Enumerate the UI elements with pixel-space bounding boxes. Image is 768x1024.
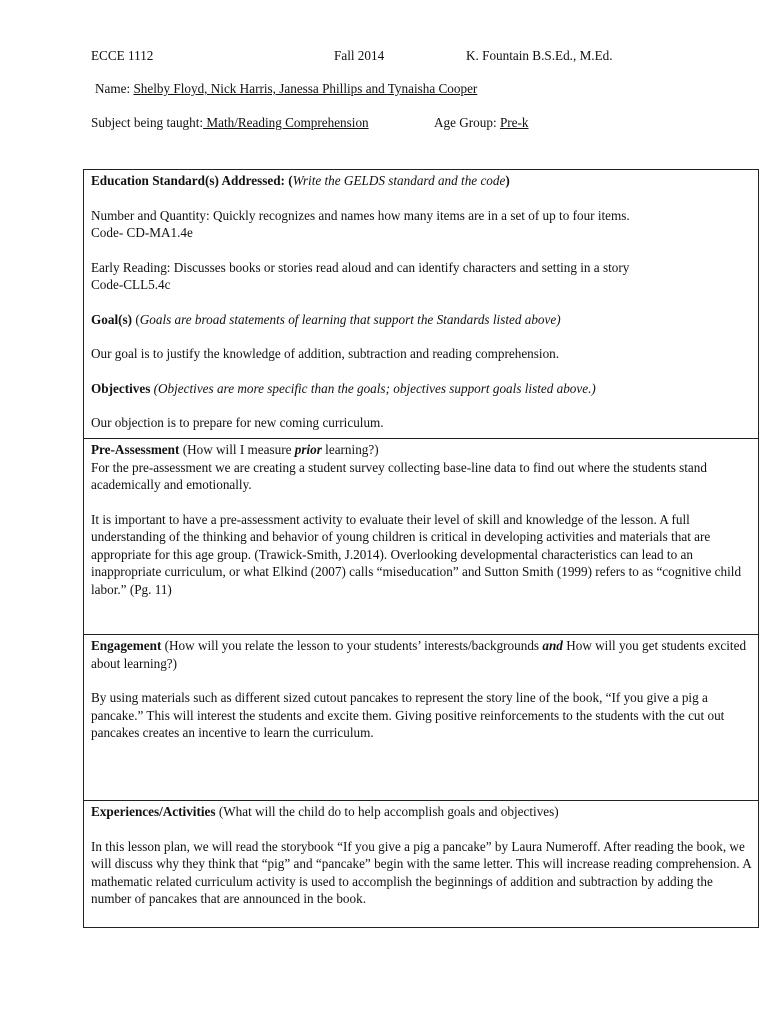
standard-item-code: Code-CLL5.4c <box>91 277 171 292</box>
objectives-note: (Objectives are more specific than the goals; objectives support goals listed above.) <box>153 380 596 396</box>
engagement-heading-line: Engagement (How will you relate the lesson to your students’ interests/backgrounds and How will you get students excited about learning?) <box>91 638 747 671</box>
standards-heading-note: Write the GELDS standard and the code <box>292 173 506 188</box>
experiences-cell <box>84 801 759 928</box>
pre-assessment-row <box>84 439 759 635</box>
pre-assessment-paragraph: It is important to have a pre-assessment activity to evaluate their level of skill and knowledge of the lesson. A full understanding of the thinking and behavior of young children is critical in developing activities and materials that are appropriate for this age group. (Trawick-Smith, J.2014). Overlooking developmental characteristics can lead to an inappropriate curriculum, or what Elkind (2007) calls “miseducation” and Sutton Smith (1999) refers to as “cognitive child labor.” (Pg. 11) <box>91 511 742 597</box>
pre-assessment-cell <box>84 439 759 635</box>
age-group-line <box>434 114 529 132</box>
pre-assessment-heading: Pre-Assessment <box>91 442 180 457</box>
student-names: Shelby Floyd, Nick Harris, Janessa Phillips and Tynaisha Cooper <box>133 81 478 96</box>
engagement-paragraph: By using materials such as different sized cutout pancakes to represent the story line of the book, “If you give a pig a pancake.” This will interest the students and excite them. Giving positive reinforcements to the students with the cut out pancakes creates an incentive to learn the curriculum. <box>91 690 725 740</box>
experiences-heading-line: Experiences/Activities (What will the child do to help accomplish goals and objectives) <box>91 804 559 819</box>
standards-cell <box>84 170 759 439</box>
standards-heading: Education Standard(s) Addressed: <box>91 173 285 188</box>
standard-item-text: Early Reading: Discusses books or stories read aloud and can identify characters and setting in a story <box>91 259 630 275</box>
subject-label: Subject being taught: <box>91 115 204 130</box>
age-group-label: Age Group: <box>434 115 500 130</box>
goals-heading: Goal(s) <box>91 311 133 327</box>
pre-assessment-heading-line: Pre-Assessment (How will I measure prior learning?) <box>91 442 379 457</box>
age-group-value: Pre-k <box>499 115 529 130</box>
objectives-text: Our objection is to prepare for new coming curriculum. <box>91 415 384 430</box>
course-code: ECCE 1112 <box>91 48 154 63</box>
standard-item-code: Code- CD-MA1.4e <box>91 225 193 240</box>
standard-item-text: Number and Quantity: Quickly recognizes and names how many items are in a set of up to four items. <box>91 207 630 223</box>
names-label: Name: <box>95 81 134 96</box>
standards-row <box>84 170 759 439</box>
experiences-heading: Experiences/Activities <box>91 804 216 819</box>
goals-text: Our goal is to justify the knowledge of addition, subtraction and reading comprehension. <box>91 346 560 361</box>
engagement-heading: Engagement <box>91 638 162 653</box>
engagement-row <box>84 635 759 801</box>
goals-note: Goals are broad statements of learning that support the Standards listed above) <box>139 311 561 327</box>
goals-heading-line: Goal(s) (Goals are broad statements of learning that support the Standards listed above) <box>91 311 561 327</box>
pre-assessment-paragraph: For the pre-assessment we are creating a student survey collecting base-line data to find out where the students stand academically and emotionally. <box>91 459 707 492</box>
standards-heading-line: Education Standard(s) Addressed: (Write the GELDS standard and the code) <box>91 173 510 188</box>
names-line <box>95 80 573 98</box>
engagement-cell <box>84 635 759 801</box>
subject-value: Math/Reading Comprehension <box>203 115 369 130</box>
objectives-heading-line <box>91 380 753 398</box>
instructor: K. Fountain B.S.Ed., M.Ed. <box>466 48 613 63</box>
objectives-heading: Objectives <box>91 380 151 396</box>
experiences-paragraph: In this lesson plan, we will read the storybook “If you give a pig a pancake” by Laura Numeroff. After reading the book, we will discuss why they think that “pig” and “pancake” begin with the same letter. This will increase reading comprehension. A mathematic related curriculum activity is used to accomplish the beginnings of addition and subtraction by adding the number of pancakes that are announced in the book. <box>91 838 752 906</box>
experiences-row <box>84 801 759 928</box>
lesson-plan-table <box>83 169 759 928</box>
subject-line <box>91 114 369 132</box>
term: Fall 2014 <box>334 48 385 63</box>
